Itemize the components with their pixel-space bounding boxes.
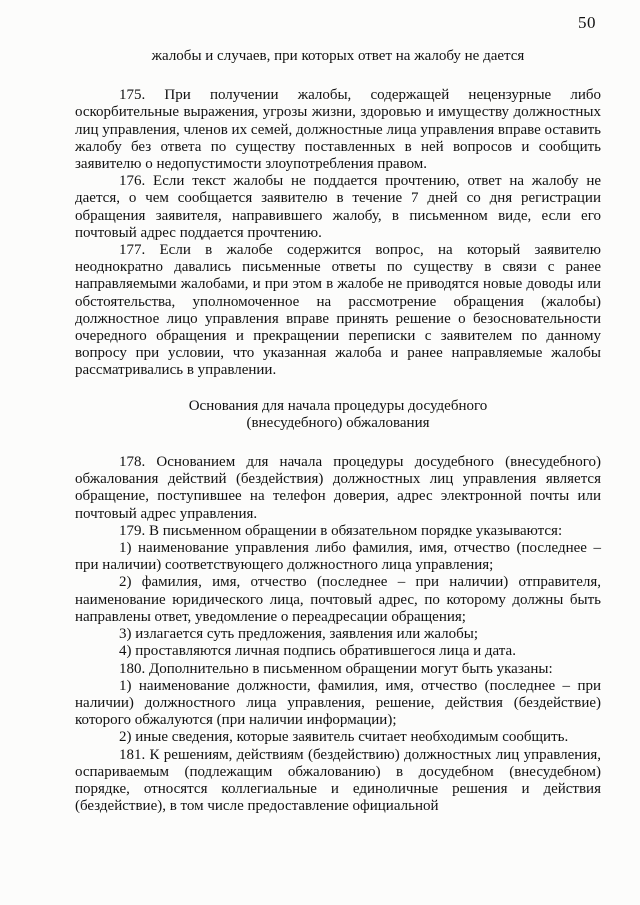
paragraph-179: 179. В письменном обращении в обязательном порядке указываются:: [119, 522, 563, 539]
section-heading-line1: Основания для начала процедуры досудебного: [188, 397, 488, 414]
paragraph-181: 181. К решениям, действиям (бездействию) должностных лиц управления, оспариваемым (подлежащим обжалованию) в досудебном (внесудебном) порядке, относятся коллегиальные и единоличные решения и действия (бездействие), в том числе предоставление официальной: [75, 746, 601, 815]
paragraph-180-item-1: 1) наименование должности, фамилия, имя, отчество (последнее – при наличии) должностного лица управления, решение, действия (бездействие) которого обжалуются (при наличии информации);: [75, 677, 601, 729]
document-body: [75, 48, 601, 815]
paragraph-180: 180. Дополнительно в письменном обращении могут быть указаны:: [119, 660, 553, 677]
section-heading-line2: (внесудебного) обжалования: [246, 414, 430, 431]
paragraph-180-item-2: 2) иные сведения, которые заявитель считает необходимым сообщить.: [119, 729, 569, 746]
paragraph-175: 175. При получении жалобы, содержащей нецензурные либо оскорбительные выражения, угрозы жизни, здоровью и имуществу должностных лиц управления, членов их семей, должностные лица управления вправе оставить жалобу без ответа по существу поставленных в ней вопросов и сообщить заявителю о недопустимости злоупотребления правом.: [75, 87, 601, 173]
paragraph-179-item-1: 1) наименование управления либо фамилия, имя, отчество (последнее – при наличии) соответствующего должностного лица управления;: [75, 540, 601, 574]
paragraph-179-item-3: 3) излагается суть предложения, заявления или жалобы;: [119, 626, 478, 643]
top-caption: жалобы и случаев, при которых ответ на жалобу не дается: [151, 48, 525, 64]
paragraph-176: 176. Если текст жалобы не поддается прочтению, ответ на жалобу не дается, о чем сообщается заявителю в течение 7 дней со дня регистрации обращения заявителя, направившего жалобу, в письменном виде, если его почтовый адрес поддается прочтению.: [75, 173, 601, 241]
paragraph-179-item-2: 2) фамилия, имя, отчество (последнее – при наличии) отправителя, наименование юридического лица, почтовый адрес, по которому должны быть направлены ответ, уведомление о переадресации обращения;: [75, 574, 601, 625]
page-number: 50: [578, 13, 596, 32]
paragraph-178: 178. Основанием для начала процедуры досудебного (внесудебного) обжалования действий (бездействия) должностных лиц управления является обращение, поступившее на телефон доверия, адрес электронной почты или почтовый адрес управления.: [75, 454, 601, 522]
paragraph-177: 177. Если в жалобе содержится вопрос, на который заявителю неоднократно давались письменные ответы по существу в связи с ранее направляемыми жалобами, и при этом в жалобе не приводятся новые доводы или обстоятельства, уполномоченное на рассмотрение обращения (жалобы) должностное лицо управления вправе принять решение о безосновательности очередного обращения и прекращении переписки с заявителем по данному вопросу при условии, что указанная жалоба и ранее направляемые жалобы рассматривались в управлении.: [75, 242, 601, 379]
paragraph-179-item-4: 4) проставляются личная подпись обратившегося лица и дата.: [119, 643, 516, 660]
